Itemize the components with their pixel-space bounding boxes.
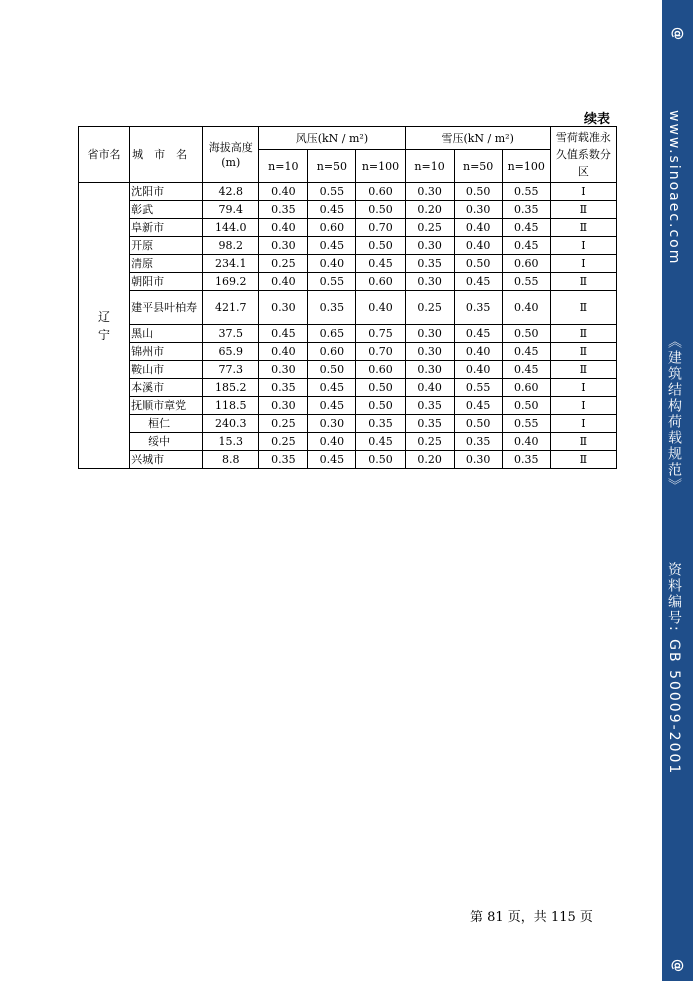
table-row <box>79 415 617 433</box>
wind-n100-cell: 0.60 <box>356 361 405 379</box>
wind-n50-cell: 0.40 <box>308 433 356 451</box>
snow-n100-cell: 0.60 <box>502 255 550 273</box>
header-wind: 风压(kN / m²) <box>259 127 405 150</box>
snow-n100-cell: 0.40 <box>502 291 550 325</box>
zone-cell: Ⅰ <box>550 237 616 255</box>
page-footer: 第 81 页，共 115 页 <box>470 910 593 925</box>
wind-n10-cell: 0.30 <box>259 291 308 325</box>
snow-n10-cell: 0.25 <box>405 433 454 451</box>
sidebar-url: www.sinoaec.com <box>666 110 682 266</box>
zone-cell: Ⅰ <box>550 183 616 201</box>
province-cell <box>79 183 130 469</box>
altitude-cell: 421.7 <box>203 291 259 325</box>
wind-n50-cell: 0.30 <box>308 415 356 433</box>
snow-n10-cell: 0.30 <box>405 237 454 255</box>
wind-n100-cell: 0.45 <box>356 255 405 273</box>
wind-n10-cell: 0.40 <box>259 183 308 201</box>
wind-n50-cell: 0.55 <box>308 183 356 201</box>
zone-cell: Ⅱ <box>550 201 616 219</box>
wind-n50-cell: 0.50 <box>308 361 356 379</box>
snow-n100-cell: 0.35 <box>502 201 550 219</box>
snow-n100-cell: 0.45 <box>502 343 550 361</box>
wind-n100-cell: 0.50 <box>356 201 405 219</box>
snow-n10-cell: 0.35 <box>405 397 454 415</box>
table-row <box>79 361 617 379</box>
snow-n50-cell: 0.40 <box>454 237 502 255</box>
snow-n50-cell: 0.35 <box>454 291 502 325</box>
header-zone: 雪荷载准永久值系数分区 <box>550 127 616 183</box>
snow-n100-cell: 0.55 <box>502 183 550 201</box>
sidebar-doc-number: 资料编号: GB 50009-2001 <box>666 562 682 776</box>
snow-n50-cell: 0.45 <box>454 325 502 343</box>
snow-n10-cell: 0.35 <box>405 415 454 433</box>
snow-n50-cell: 0.40 <box>454 361 502 379</box>
wind-n10-cell: 0.30 <box>259 397 308 415</box>
sidebar-text <box>664 110 684 776</box>
snow-n10-cell: 0.30 <box>405 343 454 361</box>
header-snow-n100: n=100 <box>502 150 550 183</box>
wind-n100-cell: 0.50 <box>356 237 405 255</box>
snow-n50-cell: 0.40 <box>454 343 502 361</box>
snow-n50-cell: 0.55 <box>454 379 502 397</box>
snow-n100-cell: 0.45 <box>502 237 550 255</box>
altitude-cell: 185.2 <box>203 379 259 397</box>
city-cell: 开原 <box>130 237 203 255</box>
altitude-cell: 79.4 <box>203 201 259 219</box>
continued-label: 续表 <box>584 112 611 127</box>
wind-n100-cell: 0.50 <box>356 397 405 415</box>
zone-cell: Ⅱ <box>550 273 616 291</box>
wind-n10-cell: 0.35 <box>259 379 308 397</box>
altitude-cell: 234.1 <box>203 255 259 273</box>
at-icon-bottom: @ <box>670 959 685 972</box>
snow-n10-cell: 0.20 <box>405 201 454 219</box>
city-cell: 锦州市 <box>130 343 203 361</box>
city-cell: 鞍山市 <box>130 361 203 379</box>
table-row <box>79 183 617 201</box>
wind-n100-cell: 0.75 <box>356 325 405 343</box>
city-cell: 建平县叶柏寿 <box>130 291 203 325</box>
altitude-cell: 77.3 <box>203 361 259 379</box>
load-table <box>78 126 617 469</box>
wind-n100-cell: 0.60 <box>356 273 405 291</box>
zone-cell: Ⅱ <box>550 433 616 451</box>
wind-n50-cell: 0.45 <box>308 397 356 415</box>
wind-n100-cell: 0.35 <box>356 415 405 433</box>
snow-n50-cell: 0.30 <box>454 451 502 469</box>
city-cell: 本溪市 <box>130 379 203 397</box>
snow-n50-cell: 0.50 <box>454 415 502 433</box>
wind-n50-cell: 0.55 <box>308 273 356 291</box>
snow-n50-cell: 0.40 <box>454 219 502 237</box>
at-icon-top: @ <box>670 27 685 40</box>
city-cell: 沈阳市 <box>130 183 203 201</box>
city-cell: 抚顺市章党 <box>130 397 203 415</box>
header-snow: 雪压(kN / m²) <box>405 127 550 150</box>
wind-n10-cell: 0.40 <box>259 219 308 237</box>
table-row <box>79 397 617 415</box>
snow-n100-cell: 0.35 <box>502 451 550 469</box>
snow-n50-cell: 0.45 <box>454 273 502 291</box>
wind-n10-cell: 0.35 <box>259 451 308 469</box>
wind-n100-cell: 0.60 <box>356 183 405 201</box>
altitude-cell: 144.0 <box>203 219 259 237</box>
snow-n100-cell: 0.60 <box>502 379 550 397</box>
zone-cell: Ⅱ <box>550 451 616 469</box>
city-cell: 兴城市 <box>130 451 203 469</box>
table-row <box>79 343 617 361</box>
altitude-cell: 65.9 <box>203 343 259 361</box>
wind-n100-cell: 0.50 <box>356 379 405 397</box>
zone-cell: Ⅰ <box>550 255 616 273</box>
wind-n10-cell: 0.25 <box>259 255 308 273</box>
header-wind-n10: n=10 <box>259 150 308 183</box>
wind-n50-cell: 0.40 <box>308 255 356 273</box>
zone-cell: Ⅱ <box>550 361 616 379</box>
zone-cell: Ⅰ <box>550 415 616 433</box>
zone-cell: Ⅰ <box>550 397 616 415</box>
city-cell: 黑山 <box>130 325 203 343</box>
header-wind-n100: n=100 <box>356 150 405 183</box>
table-row <box>79 451 617 469</box>
snow-n100-cell: 0.40 <box>502 433 550 451</box>
snow-n100-cell: 0.45 <box>502 361 550 379</box>
zone-cell: Ⅱ <box>550 325 616 343</box>
snow-n50-cell: 0.50 <box>454 255 502 273</box>
snow-n10-cell: 0.30 <box>405 361 454 379</box>
snow-n10-cell: 0.20 <box>405 451 454 469</box>
table-row <box>79 237 617 255</box>
wind-n10-cell: 0.35 <box>259 201 308 219</box>
wind-n50-cell: 0.45 <box>308 451 356 469</box>
wind-n10-cell: 0.40 <box>259 273 308 291</box>
snow-n50-cell: 0.35 <box>454 433 502 451</box>
wind-n100-cell: 0.40 <box>356 291 405 325</box>
snow-n100-cell: 0.45 <box>502 219 550 237</box>
wind-n10-cell: 0.40 <box>259 343 308 361</box>
wind-n10-cell: 0.30 <box>259 361 308 379</box>
table-row <box>79 379 617 397</box>
header-snow-n10: n=10 <box>405 150 454 183</box>
city-cell: 彰武 <box>130 201 203 219</box>
snow-n50-cell: 0.50 <box>454 183 502 201</box>
zone-cell: Ⅱ <box>550 343 616 361</box>
snow-n10-cell: 0.25 <box>405 291 454 325</box>
table-row <box>79 325 617 343</box>
city-cell: 绥中 <box>130 433 203 451</box>
sidebar <box>662 0 693 981</box>
snow-n100-cell: 0.55 <box>502 273 550 291</box>
altitude-cell: 98.2 <box>203 237 259 255</box>
snow-n10-cell: 0.30 <box>405 183 454 201</box>
wind-n50-cell: 0.45 <box>308 201 356 219</box>
header-altitude: 海拔高度(m) <box>203 127 259 183</box>
table-row <box>79 219 617 237</box>
wind-n100-cell: 0.45 <box>356 433 405 451</box>
wind-n50-cell: 0.60 <box>308 219 356 237</box>
wind-n50-cell: 0.35 <box>308 291 356 325</box>
city-cell: 朝阳市 <box>130 273 203 291</box>
snow-n10-cell: 0.40 <box>405 379 454 397</box>
wind-n100-cell: 0.50 <box>356 451 405 469</box>
header-wind-n50: n=50 <box>308 150 356 183</box>
altitude-cell: 118.5 <box>203 397 259 415</box>
snow-n10-cell: 0.30 <box>405 273 454 291</box>
zone-cell: Ⅱ <box>550 219 616 237</box>
snow-n10-cell: 0.25 <box>405 219 454 237</box>
zone-cell: Ⅱ <box>550 291 616 325</box>
snow-n100-cell: 0.50 <box>502 325 550 343</box>
snow-n100-cell: 0.50 <box>502 397 550 415</box>
wind-n100-cell: 0.70 <box>356 219 405 237</box>
table-row <box>79 433 617 451</box>
city-cell: 桓仁 <box>130 415 203 433</box>
header-city: 城 市 名 <box>130 127 203 183</box>
snow-n10-cell: 0.30 <box>405 325 454 343</box>
altitude-cell: 169.2 <box>203 273 259 291</box>
wind-n50-cell: 0.45 <box>308 237 356 255</box>
city-cell: 阜新市 <box>130 219 203 237</box>
table-row <box>79 255 617 273</box>
table-row <box>79 291 617 325</box>
altitude-cell: 15.3 <box>203 433 259 451</box>
header-province: 省市名 <box>79 127 130 183</box>
wind-n100-cell: 0.70 <box>356 343 405 361</box>
sidebar-book-title: 《建筑结构荷载规范》 <box>666 333 682 494</box>
table-row <box>79 273 617 291</box>
table-row <box>79 201 617 219</box>
wind-n10-cell: 0.25 <box>259 415 308 433</box>
wind-n10-cell: 0.25 <box>259 433 308 451</box>
province-name: 辽宁 <box>98 309 111 342</box>
wind-n50-cell: 0.65 <box>308 325 356 343</box>
snow-n10-cell: 0.35 <box>405 255 454 273</box>
altitude-cell: 37.5 <box>203 325 259 343</box>
zone-cell: Ⅰ <box>550 379 616 397</box>
wind-n10-cell: 0.30 <box>259 237 308 255</box>
snow-n50-cell: 0.30 <box>454 201 502 219</box>
snow-n50-cell: 0.45 <box>454 397 502 415</box>
altitude-cell: 42.8 <box>203 183 259 201</box>
snow-n100-cell: 0.55 <box>502 415 550 433</box>
header-snow-n50: n=50 <box>454 150 502 183</box>
wind-n50-cell: 0.45 <box>308 379 356 397</box>
city-cell: 清原 <box>130 255 203 273</box>
wind-n50-cell: 0.60 <box>308 343 356 361</box>
altitude-cell: 240.3 <box>203 415 259 433</box>
wind-n10-cell: 0.45 <box>259 325 308 343</box>
altitude-cell: 8.8 <box>203 451 259 469</box>
